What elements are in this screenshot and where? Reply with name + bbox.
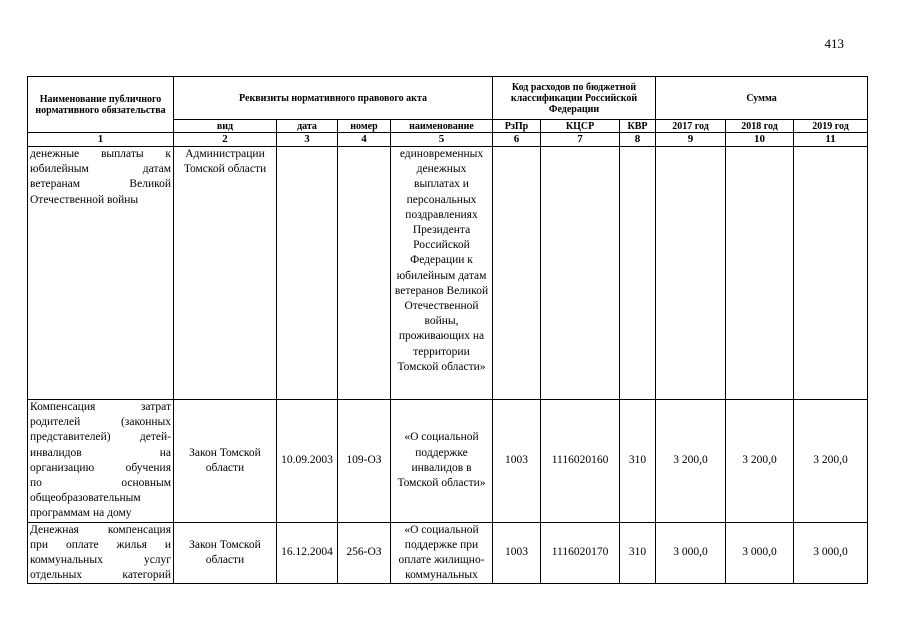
obligation-line: отдельных категорий xyxy=(30,569,171,582)
obligation-line: Денежная компенсация xyxy=(30,523,171,536)
column-number: 7 xyxy=(541,133,620,147)
header-date: дата xyxy=(277,120,338,133)
rzpr-cell: 1003 xyxy=(493,522,541,584)
act-name-cell: единовременных денежных выплатах и персональных поздравлениях Президента Российской Федерации к юбилейным датам ветеранов Великой Отечественной войны, проживающих на территории Томской области» xyxy=(391,147,493,400)
header-2018: 2018 год xyxy=(726,120,794,133)
sum-2018-cell xyxy=(726,147,794,400)
sum-2018-cell: 3 200,0 xyxy=(726,400,794,523)
page-number: 413 xyxy=(824,36,844,51)
obligation-line: Отечественной войны xyxy=(30,193,139,206)
obligation-cell xyxy=(28,147,174,400)
header-2019: 2019 год xyxy=(794,120,868,133)
header-budget-code: Код расходов по бюджетной классификации Российской Федерации xyxy=(493,77,656,120)
column-number: 11 xyxy=(794,133,868,147)
header-sum: Сумма xyxy=(656,77,868,120)
column-number: 3 xyxy=(277,133,338,147)
header-requisites: Реквизиты нормативного правового акта xyxy=(174,77,493,120)
kvr-cell: 310 xyxy=(620,400,656,523)
sum-2019-cell: 3 000,0 xyxy=(794,522,868,584)
act-name-cell: «О социальной поддержке инвалидов в Томской области» xyxy=(391,400,493,523)
act-type-cell: Администрации Томской области xyxy=(174,147,277,400)
act-number-cell xyxy=(338,147,391,400)
column-number: 8 xyxy=(620,133,656,147)
obligation-line: общеобразовательным xyxy=(30,492,141,505)
column-number: 5 xyxy=(391,133,493,147)
obligation-line: Компенсация затрат xyxy=(30,401,171,413)
obligation-line: по основным xyxy=(30,477,171,490)
obligation-line: при оплате жилья и xyxy=(30,538,171,551)
kvr-cell: 310 xyxy=(620,522,656,584)
obligation-cell xyxy=(28,400,174,523)
header-obligation: Наименование публичного нормативного обязательства xyxy=(28,77,174,133)
act-name-cell: «О социальной поддержке при оплате жилищно-коммунальных xyxy=(391,522,493,584)
obligation-line: программам на дому xyxy=(30,507,132,520)
kcsr-cell: 1116020170 xyxy=(541,522,620,584)
obligation-line: организацию обучения xyxy=(30,461,171,474)
kcsr-cell: 1116020160 xyxy=(541,400,620,523)
column-number: 1 xyxy=(28,133,174,147)
obligation-line: представителей) детей- xyxy=(30,431,171,444)
act-number-cell: 109-ОЗ xyxy=(338,400,391,523)
header-kcsr: КЦСР xyxy=(541,120,620,133)
header-type: вид xyxy=(174,120,277,133)
obligation-line: инвалидов на xyxy=(30,446,171,459)
kvr-cell xyxy=(620,147,656,400)
act-type-cell: Закон Томской области xyxy=(174,400,277,523)
table-row xyxy=(28,147,868,400)
act-type-cell: Закон Томской области xyxy=(174,522,277,584)
act-date-cell: 10.09.2003 xyxy=(277,400,338,523)
obligations-table xyxy=(27,76,868,584)
column-number: 4 xyxy=(338,133,391,147)
header-2017: 2017 год xyxy=(656,120,726,133)
header-rzpr: РзПр xyxy=(493,120,541,133)
header-number: номер xyxy=(338,120,391,133)
table-row xyxy=(28,400,868,523)
header-name: наименование xyxy=(391,120,493,133)
act-date-cell: 16.12.2004 xyxy=(277,522,338,584)
rzpr-cell xyxy=(493,147,541,400)
sum-2019-cell: 3 200,0 xyxy=(794,400,868,523)
obligation-line: ветеранам Великой xyxy=(30,178,171,191)
obligation-line: коммунальных услуг xyxy=(30,554,171,567)
header-kvr: КВР xyxy=(620,120,656,133)
kcsr-cell xyxy=(541,147,620,400)
sum-2017-cell: 3 000,0 xyxy=(656,522,726,584)
sum-2019-cell xyxy=(794,147,868,400)
sum-2017-cell: 3 200,0 xyxy=(656,400,726,523)
column-number: 6 xyxy=(493,133,541,147)
act-number-cell: 256-ОЗ xyxy=(338,522,391,584)
obligation-cell xyxy=(28,522,174,584)
obligation-line: родителей (законных xyxy=(30,416,171,429)
act-date-cell xyxy=(277,147,338,400)
sum-2018-cell: 3 000,0 xyxy=(726,522,794,584)
table-row xyxy=(28,522,868,584)
obligation-line: денежные выплаты к xyxy=(30,148,171,160)
obligation-line: юбилейным датам xyxy=(30,163,171,176)
sum-2017-cell xyxy=(656,147,726,400)
column-number: 9 xyxy=(656,133,726,147)
column-number: 2 xyxy=(174,133,277,147)
column-number: 10 xyxy=(726,133,794,147)
rzpr-cell: 1003 xyxy=(493,400,541,523)
